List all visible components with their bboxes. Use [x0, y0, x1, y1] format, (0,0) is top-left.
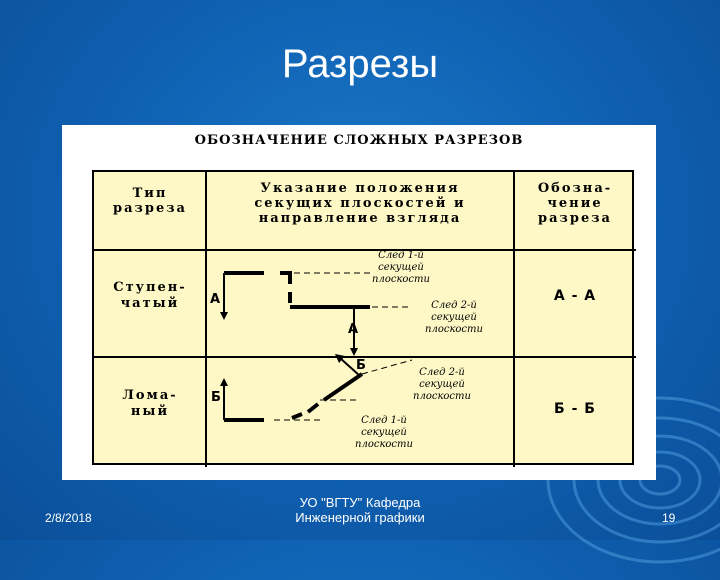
- note-line: плоскости: [372, 274, 430, 285]
- row-broken-note-2: [344, 415, 424, 451]
- note-line: секущей: [419, 379, 465, 390]
- header-type-line: Тип: [132, 186, 168, 201]
- header-designation-line: Обозна-: [537, 181, 613, 196]
- row-stepped-type-line: чатый: [120, 296, 180, 311]
- row-broken-note-1: [402, 367, 482, 403]
- row-stepped-type-line: Ступен-: [113, 280, 187, 295]
- row-broken-designation: Б - Б: [554, 401, 596, 417]
- note-line: След 1-й: [361, 415, 407, 426]
- header-designation-line: разреза: [538, 211, 612, 226]
- note-line: плоскости: [425, 324, 483, 335]
- note-line: плоскости: [413, 391, 471, 402]
- header-designation-line: чение: [547, 196, 603, 211]
- note-line: След 2-й: [419, 367, 465, 378]
- slide-title: Разрезы: [281, 42, 439, 86]
- header-type-line: разреза: [113, 201, 187, 216]
- header-position-line: направление взгляда: [258, 211, 462, 226]
- row-broken-letter-1: Б: [211, 390, 221, 405]
- designation-table: [92, 170, 634, 465]
- header-position-line: секущих плоскостей и: [254, 196, 466, 211]
- row-broken-letter-2: Б: [356, 358, 366, 373]
- footer-page-number: 19: [662, 511, 676, 525]
- note-line: След 2-й: [431, 300, 477, 311]
- note-line: След 1-й: [378, 250, 424, 261]
- row-broken-type-line: ный: [130, 404, 170, 419]
- note-line: секущей: [378, 262, 424, 273]
- row-stepped-letter-1: А: [210, 292, 221, 307]
- note-line: секущей: [431, 312, 477, 323]
- sections-figure: [62, 125, 656, 480]
- note-line: плоскости: [355, 439, 413, 450]
- footer-date: 2/8/2018: [45, 511, 92, 525]
- row-stepped-designation: А - А: [553, 288, 597, 304]
- note-line: секущей: [361, 427, 407, 438]
- footer-department-line: Инженерной графики: [295, 510, 425, 525]
- row-broken-type-line: Лома-: [122, 388, 178, 403]
- header-position-line: Указание положения: [260, 181, 460, 196]
- footer-department-line: УО "ВГТУ" Кафедра: [299, 495, 421, 510]
- row-stepped-letter-2: А: [348, 322, 359, 337]
- figure-heading: ОБОЗНАЧЕНИЕ СЛОЖНЫХ РАЗРЕЗОВ: [194, 133, 524, 148]
- footer-department: [260, 495, 460, 525]
